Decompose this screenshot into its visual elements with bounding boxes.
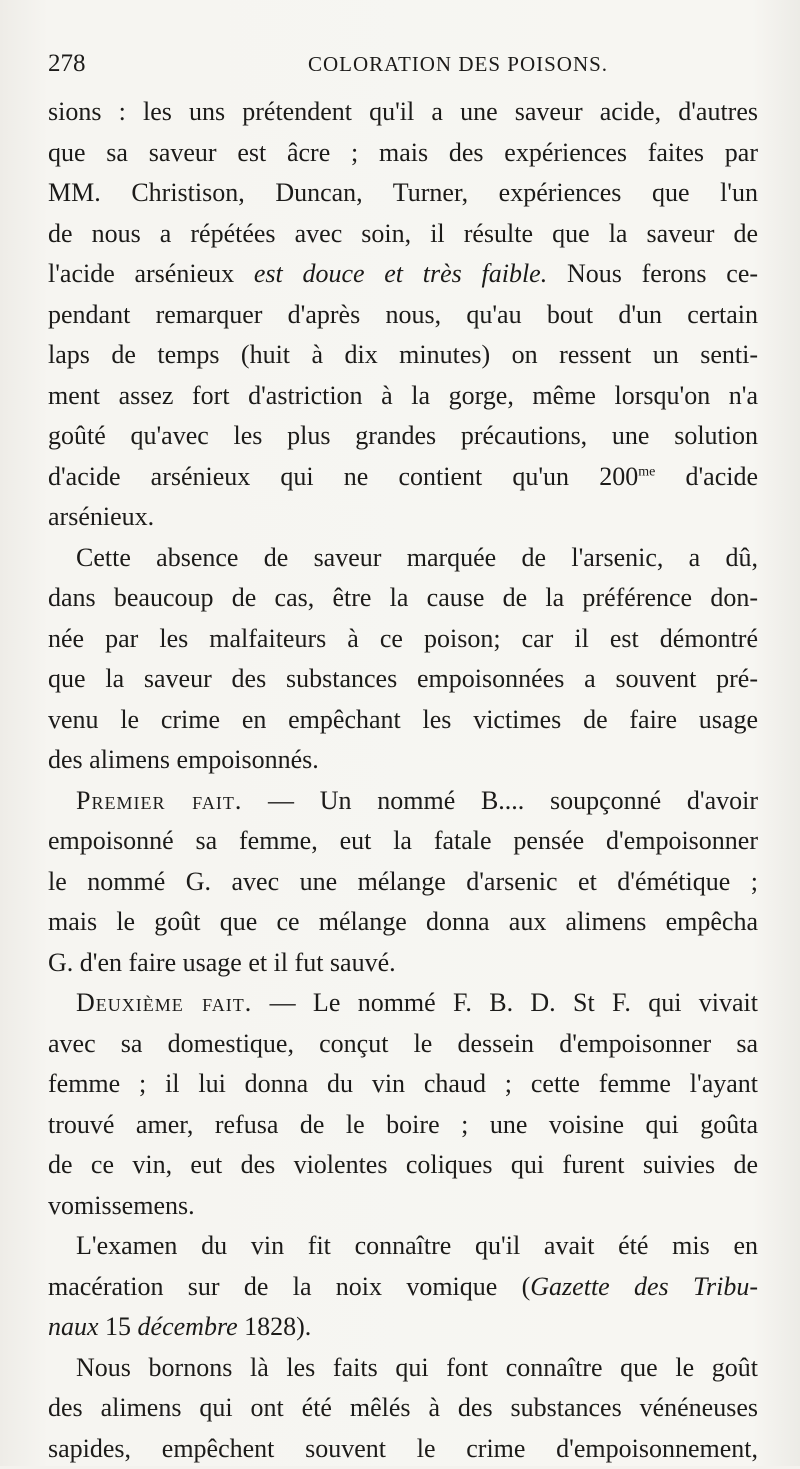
italic-citation: décembre xyxy=(138,1312,238,1341)
text-line: naux 15 décembre 1828). xyxy=(48,1307,758,1348)
text-line: de ce vin, eut des violentes coliques qui furent suivies de xyxy=(48,1145,758,1186)
text-line: pendant remarquer d'après nous, qu'au bout d'un certain xyxy=(48,295,758,336)
text-line: d'acide arsénieux qui ne contient qu'un $200^{me}$ d'acide xyxy=(48,457,758,498)
text-line: laps de temps (huit à dix minutes) on ressent un senti- xyxy=(48,335,758,376)
paragraph-start: Cette absence de saveur marquée de l'arsenic, a dû, xyxy=(48,538,758,579)
case-heading: Deuxième fait. xyxy=(76,988,252,1017)
text-line: avec sa domestique, conçut le dessein d'empoisonner sa xyxy=(48,1024,758,1065)
text-line: dans beaucoup de cas, être la cause de la préférence don- xyxy=(48,578,758,619)
text-line: sapides, empêchent souvent le crime d'empoisonnement, xyxy=(48,1429,758,1469)
running-title: COLORATION DES POISONS. xyxy=(48,44,748,84)
text-line: venu le crime en empêchant les victimes de faire usage xyxy=(48,700,758,741)
text-line: arsénieux. xyxy=(48,497,758,538)
body-text xyxy=(48,92,758,1469)
text-line: le nommé G. avec une mélange d'arsenic et d'émétique ; xyxy=(48,862,758,903)
text-line: mais le goût que ce mélange donna aux alimens empêcha xyxy=(48,902,758,943)
text-line: née par les malfaiteurs à ce poison; car il est démontré xyxy=(48,619,758,660)
paragraph-start: L'examen du vin fit connaître qu'il avait été mis en xyxy=(48,1226,758,1267)
text-line: trouvé amer, refusa de le boire ; une voisine qui goûta xyxy=(48,1105,758,1146)
text-line: MM. Christison, Duncan, Turner, expériences que l'un xyxy=(48,173,758,214)
text-line: empoisonné sa femme, eut la fatale pensée d'empoisonner xyxy=(48,821,758,862)
text-line: goûté qu'avec les plus grandes précautions, une solution xyxy=(48,416,758,457)
text-line: des alimens qui ont été mêlés à des substances vénéneuses xyxy=(48,1388,758,1429)
paragraph-start: Premier fait. — Un nommé B.... soupçonné d'avoir xyxy=(48,781,758,822)
italic-quote: est douce et très faible. xyxy=(254,259,547,288)
superscript: me xyxy=(638,464,655,479)
paragraph-start: Deuxième fait. — Le nommé F. B. D. St F. qui vivait xyxy=(48,983,758,1024)
text-line: femme ; il lui donna du vin chaud ; cette femme l'ayant xyxy=(48,1064,758,1105)
paragraph-start: Nous bornons là les faits qui font connaître que le goût xyxy=(48,1348,758,1389)
text-line: ment assez fort d'astriction à la gorge, même lorsqu'on n'a xyxy=(48,376,758,417)
page-header xyxy=(48,44,748,84)
text-line: de nous a répétées avec soin, il résulte que la saveur de xyxy=(48,214,758,255)
text-line: que sa saveur est âcre ; mais des expériences faites par xyxy=(48,133,758,174)
italic-citation: naux xyxy=(48,1312,99,1341)
italic-citation: Gazette des Tribu- xyxy=(530,1272,758,1301)
case-heading: Premier fait. xyxy=(76,786,242,815)
text-line: vomissemens. xyxy=(48,1186,758,1227)
text-line: l'acide arsénieux est douce et très faible. Nous ferons ce- xyxy=(48,254,758,295)
page-number: 278 xyxy=(48,44,86,84)
text-line: des alimens empoisonnés. xyxy=(48,740,758,781)
text-line: G. d'en faire usage et il fut sauvé. xyxy=(48,943,758,984)
text-line: macération sur de la noix vomique (Gazette des Tribu- xyxy=(48,1267,758,1308)
text-line: que la saveur des substances empoisonnées a souvent pré- xyxy=(48,659,758,700)
text-line: sions : les uns prétendent qu'il a une saveur acide, d'autres xyxy=(48,92,758,133)
